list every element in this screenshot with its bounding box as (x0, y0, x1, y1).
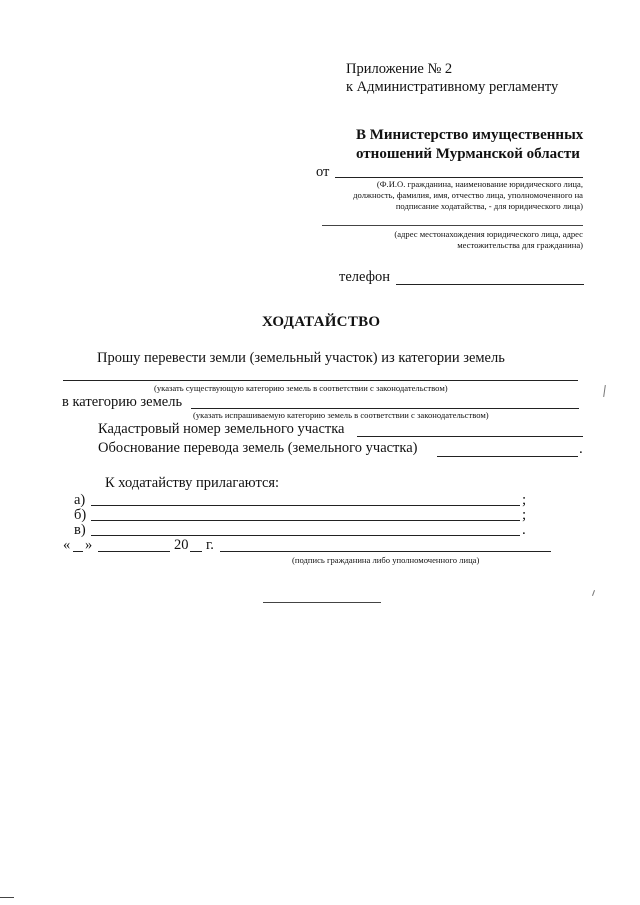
from-hint-line-1: (Ф.И.О. гражданина, наименование юридического лица, (376, 179, 583, 189)
to-category-label: в категорию земель (62, 394, 183, 410)
from-hint-line-2: должность, фамилия, имя, отчество лица, уполномоченного на (353, 190, 583, 200)
date-quote-open: « (63, 537, 71, 553)
signature-hint: (подпись гражданина либо уполномоченного лица) (292, 555, 480, 565)
bottom-separator (263, 602, 381, 603)
date-year-prefix: 20 (174, 537, 189, 553)
phone-line (396, 284, 584, 285)
attachment-marker-c: в) (74, 522, 86, 538)
from-line (335, 177, 583, 178)
annex-line-1: Приложение № 2 (346, 61, 453, 77)
attachment-marker-a: а) (74, 492, 86, 508)
from-label: от (316, 164, 330, 180)
date-day-line (73, 551, 83, 552)
date-quote-close: » (85, 537, 93, 553)
justification-line (437, 456, 578, 457)
attachment-line-c (91, 535, 520, 536)
addressee-line-1: В Министерство имущественных (356, 127, 584, 143)
attachment-end-a: ; (522, 492, 527, 508)
attachments-heading: К ходатайству прилагаются: (105, 475, 280, 491)
annex-line-2: к Административному регламенту (346, 79, 559, 95)
scan-mark (603, 385, 606, 397)
attachment-line-a (91, 505, 520, 506)
requested-category-hint: (указать испрашиваемую категорию земель в соответствии с законодательством) (193, 410, 489, 420)
address-hint-line-2: местожительства для гражданина) (457, 240, 583, 250)
phone-label: телефон (339, 269, 391, 285)
attachment-end-b: ; (522, 507, 527, 523)
attachment-end-c: . (522, 522, 526, 538)
document-title: ХОДАТАЙСТВО (262, 314, 381, 330)
existing-category-line (63, 380, 578, 381)
address-hint (320, 229, 583, 251)
justification-label: Обоснование перевода земель (земельного участка) (98, 440, 418, 456)
cadastral-label: Кадастровый номер земельного участка (98, 421, 345, 437)
date-month-line (98, 551, 170, 552)
from-hint-line-3: подписание ходатайства, - для юридического лица) (395, 201, 583, 211)
existing-category-hint: (указать существующую категорию земель в соответствии с законодательством) (154, 383, 448, 393)
request-text: Прошу перевести земли (земельный участок) из категории земель (97, 350, 505, 366)
from-hint (300, 179, 583, 212)
signature-line (220, 551, 551, 552)
scan-edge-mark (0, 897, 14, 898)
scan-mark-2 (592, 590, 595, 596)
address-hint-line-1: (адрес местонахождения юридического лица, адрес (394, 229, 583, 239)
attachment-marker-b: б) (74, 507, 87, 523)
date-year-line (190, 551, 202, 552)
requested-category-line (191, 408, 579, 409)
addressee-line-2: отношений Мурманской области (356, 146, 580, 162)
cadastral-line (357, 436, 583, 437)
date-year-suffix: г. (206, 537, 214, 553)
justification-end: . (579, 441, 583, 457)
attachment-line-b (91, 520, 520, 521)
address-line (322, 225, 583, 226)
